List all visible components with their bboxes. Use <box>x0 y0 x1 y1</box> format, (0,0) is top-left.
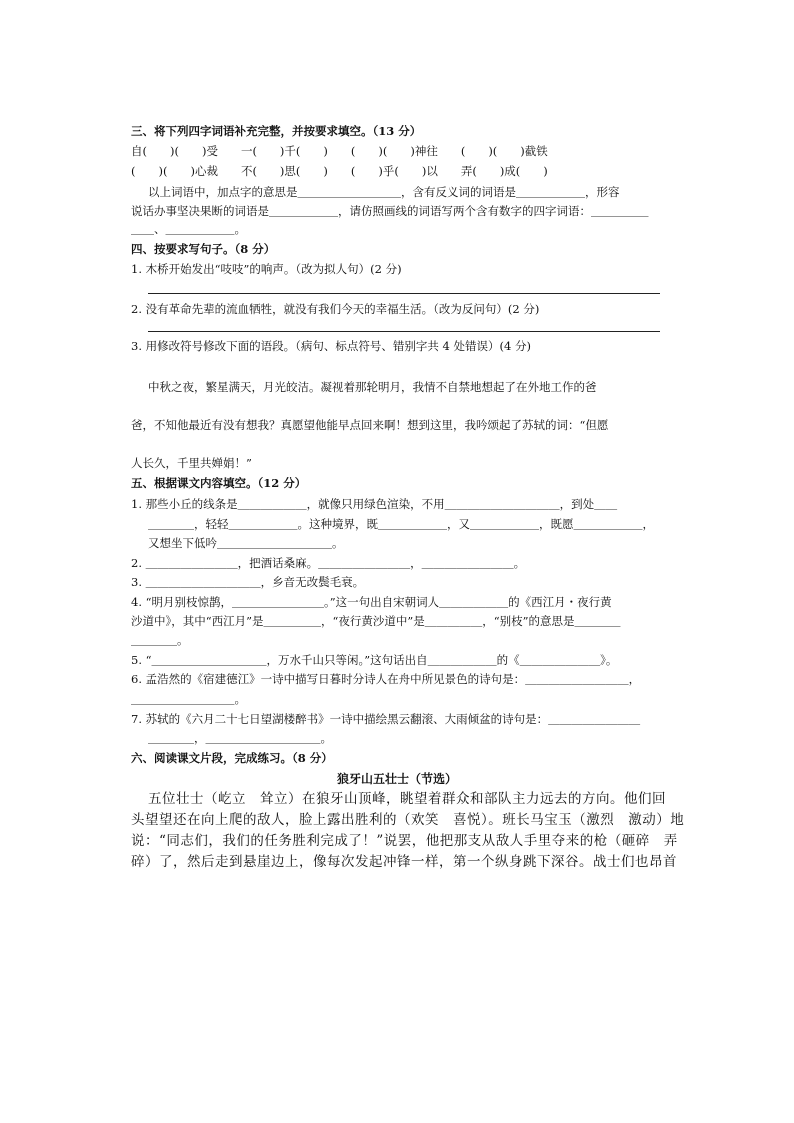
passage-line-2: 头望望还在向上爬的敌人，脸上露出胜利的（欢笑 喜悦）。班长马宝玉（激烈 激动）地 <box>131 812 685 828</box>
idiom-row-1: 自( )( )受 一( )千( ) ( )( )神往 ( )( )截铁 <box>131 144 548 158</box>
fill-line-8: ＿＿＿＿。 <box>131 633 189 647</box>
section4-heading: 四、按要求写句子。（8 分） <box>131 242 276 256</box>
passage-line-4: 碎）了，然后走到悬崖边上，像每次发起冲锋一样，第一个纵身跳下深谷。战士们也昂首 <box>131 854 677 870</box>
fill-line-13: ＿＿＿＿，＿＿＿＿＿＿＿＿＿＿。 <box>148 731 332 745</box>
section6-heading: 六、阅读课文片段，完成练习。（8 分） <box>131 751 333 765</box>
idiom-row-2: ( )( )心裁 不( )思( ) ( )乎( )以 弄( )成( ) <box>131 164 548 178</box>
section3-question-line2: 说话办事坚决果断的词语是＿＿＿＿＿＿，请仿照画线的词语写两个含有数字的四字词语：＿＿＿＿＿ <box>131 204 649 218</box>
answer-line-1[interactable] <box>148 293 660 294</box>
fill-line-7: 沙道中》，其中“西江月”是＿＿＿＿＿，“夜行黄沙道中”是＿＿＿＿＿，“别枝”的意思是＿＿＿＿ <box>131 614 621 628</box>
fill-line-4: 2. ＿＿＿＿＿＿＿＿，把酒话桑麻。＿＿＿＿＿＿＿＿，＿＿＿＿＿＿＿＿。 <box>131 556 526 570</box>
correction-paragraph-line2: 爸，不知他最近有没有想我？真愿望他能早点回来啊！想到这里，我吟颂起了苏轼的词：“但愿 <box>131 418 609 432</box>
answer-line-2[interactable] <box>148 331 660 332</box>
section4-question-3: 3. 用修改符号修改下面的语段。（病句、标点符号、错别字共 4 处错误）(4 分) <box>131 339 531 353</box>
fill-line-12: 7. 苏轼的《六月二十七日望湖楼醉书》一诗中描绘黑云翻滚、大雨倾盆的诗句是：＿＿＿＿＿＿＿＿ <box>131 712 641 726</box>
section4-question-2: 2. 没有革命先辈的流血牺牲，就没有我们今天的幸福生活。（改为反问句）(2 分) <box>131 302 540 316</box>
passage-title: 狼牙山五壮士（节选） <box>336 772 457 786</box>
passage-line-1: 五位壮士（屹立 耸立）在狼牙山顶峰，眺望着群众和部队主力远去的方向。他们回 <box>148 791 666 807</box>
fill-line-2: ＿＿＿＿，轻轻＿＿＿＿＿＿。这种境界，既＿＿＿＿＿＿，又＿＿＿＿＿＿，既愿＿＿＿＿＿＿， <box>148 517 654 531</box>
section3-question-line1: 以上词语中，加点字的意思是＿＿＿＿＿＿＿＿＿，含有反义词的词语是＿＿＿＿＿＿，形容 <box>148 185 620 199</box>
fill-line-11: ＿＿＿＿＿＿＿＿＿。 <box>131 692 246 706</box>
correction-paragraph-line1: 中秋之夜，繁星满天，月光皎洁。凝视着那轮明月，我情不自禁地想起了在外地工作的爸 <box>148 380 597 394</box>
fill-line-9: 5. “＿＿＿＿＿＿＿＿＿＿，万水千山只等闲。”这句话出自＿＿＿＿＿＿的《＿＿＿＿＿＿＿》。 <box>131 653 618 667</box>
fill-line-3: 又想坐下低吟＿＿＿＿＿＿＿＿＿＿。 <box>148 536 344 550</box>
fill-line-6: 4. “明月别枝惊鹊，＿＿＿＿＿＿＿＿。”这一句出自宋朝词人＿＿＿＿＿＿的《西江月・夜行黄 <box>131 595 612 609</box>
fill-line-10: 6. 孟浩然的《宿建德江》一诗中描写日暮时分诗人在舟中所见景色的诗句是：＿＿＿＿＿＿＿＿＿， <box>131 672 641 686</box>
fill-line-1: 1. 那些小丘的线条是＿＿＿＿＿＿，就像只用绿色渲染，不用＿＿＿＿＿＿＿＿＿＿，到处＿＿ <box>131 497 618 511</box>
passage-line-3: 说：“同志们，我们的任务胜利完成了！”说罢，他把那支从敌人手里夺来的枪（砸碎 弄 <box>131 833 678 849</box>
correction-paragraph-line3: 人长久，千里共婵娟！” <box>131 456 252 470</box>
section3-heading: 三、将下列四字词语补充完整，并按要求填空。（13 分） <box>131 124 422 138</box>
fill-line-5: 3. ＿＿＿＿＿＿＿＿＿＿，乡音无改鬓毛衰。 <box>131 575 365 589</box>
section3-question-line3: ＿＿、＿＿＿＿＿＿。 <box>131 222 246 236</box>
section4-question-1: 1. 木桥开始发出“吱吱”的响声。（改为拟人句）(2 分) <box>131 262 402 276</box>
section5-heading: 五、根据课文内容填空。（12 分） <box>131 476 307 490</box>
